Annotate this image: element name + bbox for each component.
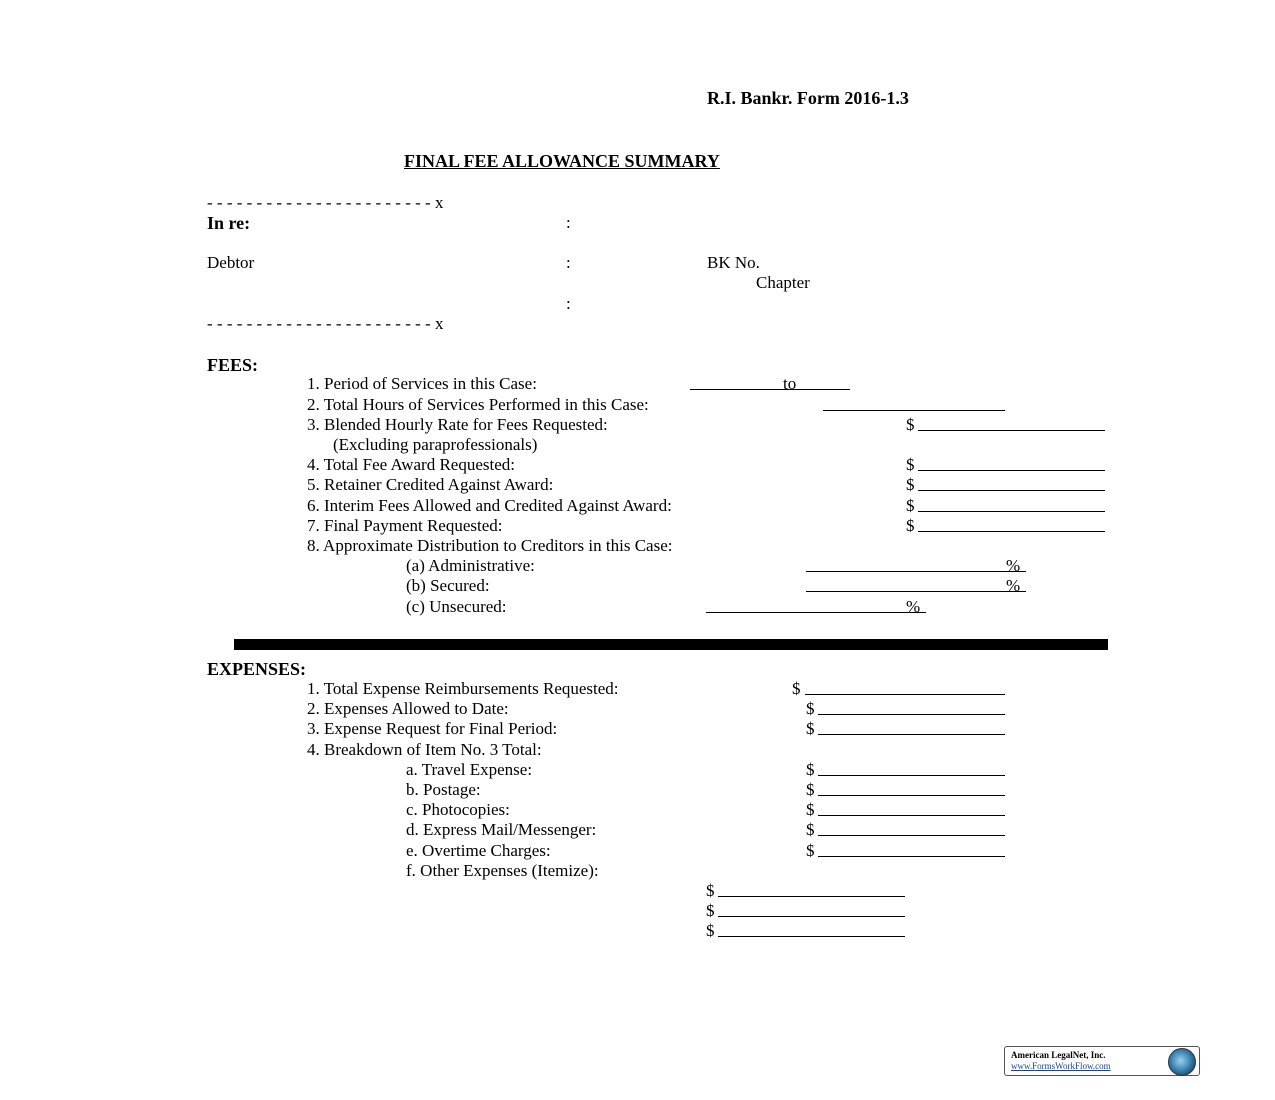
vendor-website-link[interactable]: www.FormsWorkFlow.com xyxy=(1011,1061,1111,1071)
fees-item-5: 5. Retainer Credited Against Award: xyxy=(307,475,554,494)
overtime-field[interactable] xyxy=(818,856,1005,857)
breakdown-express-mail: d. Express Mail/Messenger: xyxy=(406,820,597,839)
expenses-item-2: 2. Expenses Allowed to Date: xyxy=(307,699,509,718)
breakdown-postage: b. Postage: xyxy=(406,780,481,799)
expense-request-field[interactable] xyxy=(818,734,1005,735)
in-re-label: In re: xyxy=(207,213,251,233)
expenses-item-1: 1. Total Expense Reimbursements Requested: xyxy=(307,679,619,698)
hourly-rate-field[interactable] xyxy=(918,430,1105,431)
expenses-item-3: 3. Expense Request for Final Period: xyxy=(307,719,558,738)
dollar-sign: $ xyxy=(906,475,915,494)
vendor-logo[interactable] xyxy=(1004,1046,1200,1076)
unsecured-percent-field[interactable] xyxy=(706,612,926,613)
caption-colon: : xyxy=(566,213,571,232)
caption-dashes-top: - - - - - - - - - - - - - - - - - - - - - - - x xyxy=(207,193,444,212)
travel-expense-field[interactable] xyxy=(818,775,1005,776)
dollar-sign: $ xyxy=(806,800,815,819)
dollar-sign: $ xyxy=(806,780,815,799)
dollar-sign: $ xyxy=(906,455,915,474)
dollar-sign: $ xyxy=(906,415,915,434)
dollar-sign: $ xyxy=(906,516,915,535)
distribution-administrative: (a) Administrative: xyxy=(406,556,535,575)
expenses-allowed-field[interactable] xyxy=(818,714,1005,715)
bk-no-label: BK No. xyxy=(707,253,760,272)
percent-sign: % xyxy=(1006,556,1021,575)
other-expense-field-2[interactable] xyxy=(718,916,905,917)
breakdown-other: f. Other Expenses (Itemize): xyxy=(406,861,599,880)
distribution-secured: (b) Secured: xyxy=(406,576,490,595)
dollar-sign: $ xyxy=(906,496,915,515)
to-label: to xyxy=(783,374,797,393)
total-hours-field[interactable] xyxy=(823,410,1005,411)
breakdown-photocopies: c. Photocopies: xyxy=(406,800,510,819)
vendor-name: American LegalNet, Inc. xyxy=(1011,1050,1106,1060)
breakdown-travel: a. Travel Expense: xyxy=(406,760,533,779)
fees-item-4: 4. Total Fee Award Requested: xyxy=(307,455,515,474)
expenses-item-4: 4. Breakdown of Item No. 3 Total: xyxy=(307,740,542,759)
period-field[interactable] xyxy=(690,389,850,390)
form-number: R.I. Bankr. Form 2016-1.3 xyxy=(707,88,909,108)
dollar-sign: $ xyxy=(806,760,815,779)
dollar-sign: $ xyxy=(806,841,815,860)
fees-item-2: 2. Total Hours of Services Performed in this Case: xyxy=(307,395,649,414)
caption-colon: : xyxy=(566,294,571,313)
fees-item-3-note: (Excluding paraprofessionals) xyxy=(333,435,538,454)
expenses-heading: EXPENSES: xyxy=(207,659,307,679)
dollar-sign: $ xyxy=(706,881,715,900)
total-expense-field[interactable] xyxy=(805,694,1005,695)
fees-item-8: 8. Approximate Distribution to Creditors in this Case: xyxy=(307,536,673,555)
postage-field[interactable] xyxy=(818,795,1005,796)
breakdown-overtime: e. Overtime Charges: xyxy=(406,841,551,860)
fees-item-1: 1. Period of Services in this Case: xyxy=(307,374,537,393)
retainer-field[interactable] xyxy=(918,490,1105,491)
caption-colon: : xyxy=(566,253,571,272)
globe-icon xyxy=(1168,1048,1196,1076)
photocopies-field[interactable] xyxy=(818,815,1005,816)
total-fee-field[interactable] xyxy=(918,470,1105,471)
administrative-percent-field[interactable] xyxy=(806,571,1026,572)
section-divider xyxy=(234,639,1108,650)
percent-sign: % xyxy=(1006,576,1021,595)
fees-item-3: 3. Blended Hourly Rate for Fees Requested: xyxy=(307,415,608,434)
chapter-label: Chapter xyxy=(756,273,810,292)
other-expense-field-3[interactable] xyxy=(718,936,905,937)
fees-item-6: 6. Interim Fees Allowed and Credited Against Award: xyxy=(307,496,672,515)
fees-item-7: 7. Final Payment Requested: xyxy=(307,516,503,535)
other-expense-field-1[interactable] xyxy=(718,896,905,897)
dollar-sign: $ xyxy=(706,921,715,940)
dollar-sign: $ xyxy=(792,679,801,698)
dollar-sign: $ xyxy=(706,901,715,920)
dollar-sign: $ xyxy=(806,719,815,738)
fees-heading: FEES: xyxy=(207,355,259,375)
dollar-sign: $ xyxy=(806,820,815,839)
dollar-sign: $ xyxy=(806,699,815,718)
interim-fees-field[interactable] xyxy=(918,511,1105,512)
secured-percent-field[interactable] xyxy=(806,591,1026,592)
express-mail-field[interactable] xyxy=(818,835,1005,836)
caption-dashes-bottom: - - - - - - - - - - - - - - - - - - - - - - - x xyxy=(207,314,444,333)
final-payment-field[interactable] xyxy=(918,531,1105,532)
page-title: FINAL FEE ALLOWANCE SUMMARY xyxy=(404,151,720,171)
debtor-label: Debtor xyxy=(207,253,255,272)
percent-sign: % xyxy=(906,597,921,616)
distribution-unsecured: (c) Unsecured: xyxy=(406,597,507,616)
